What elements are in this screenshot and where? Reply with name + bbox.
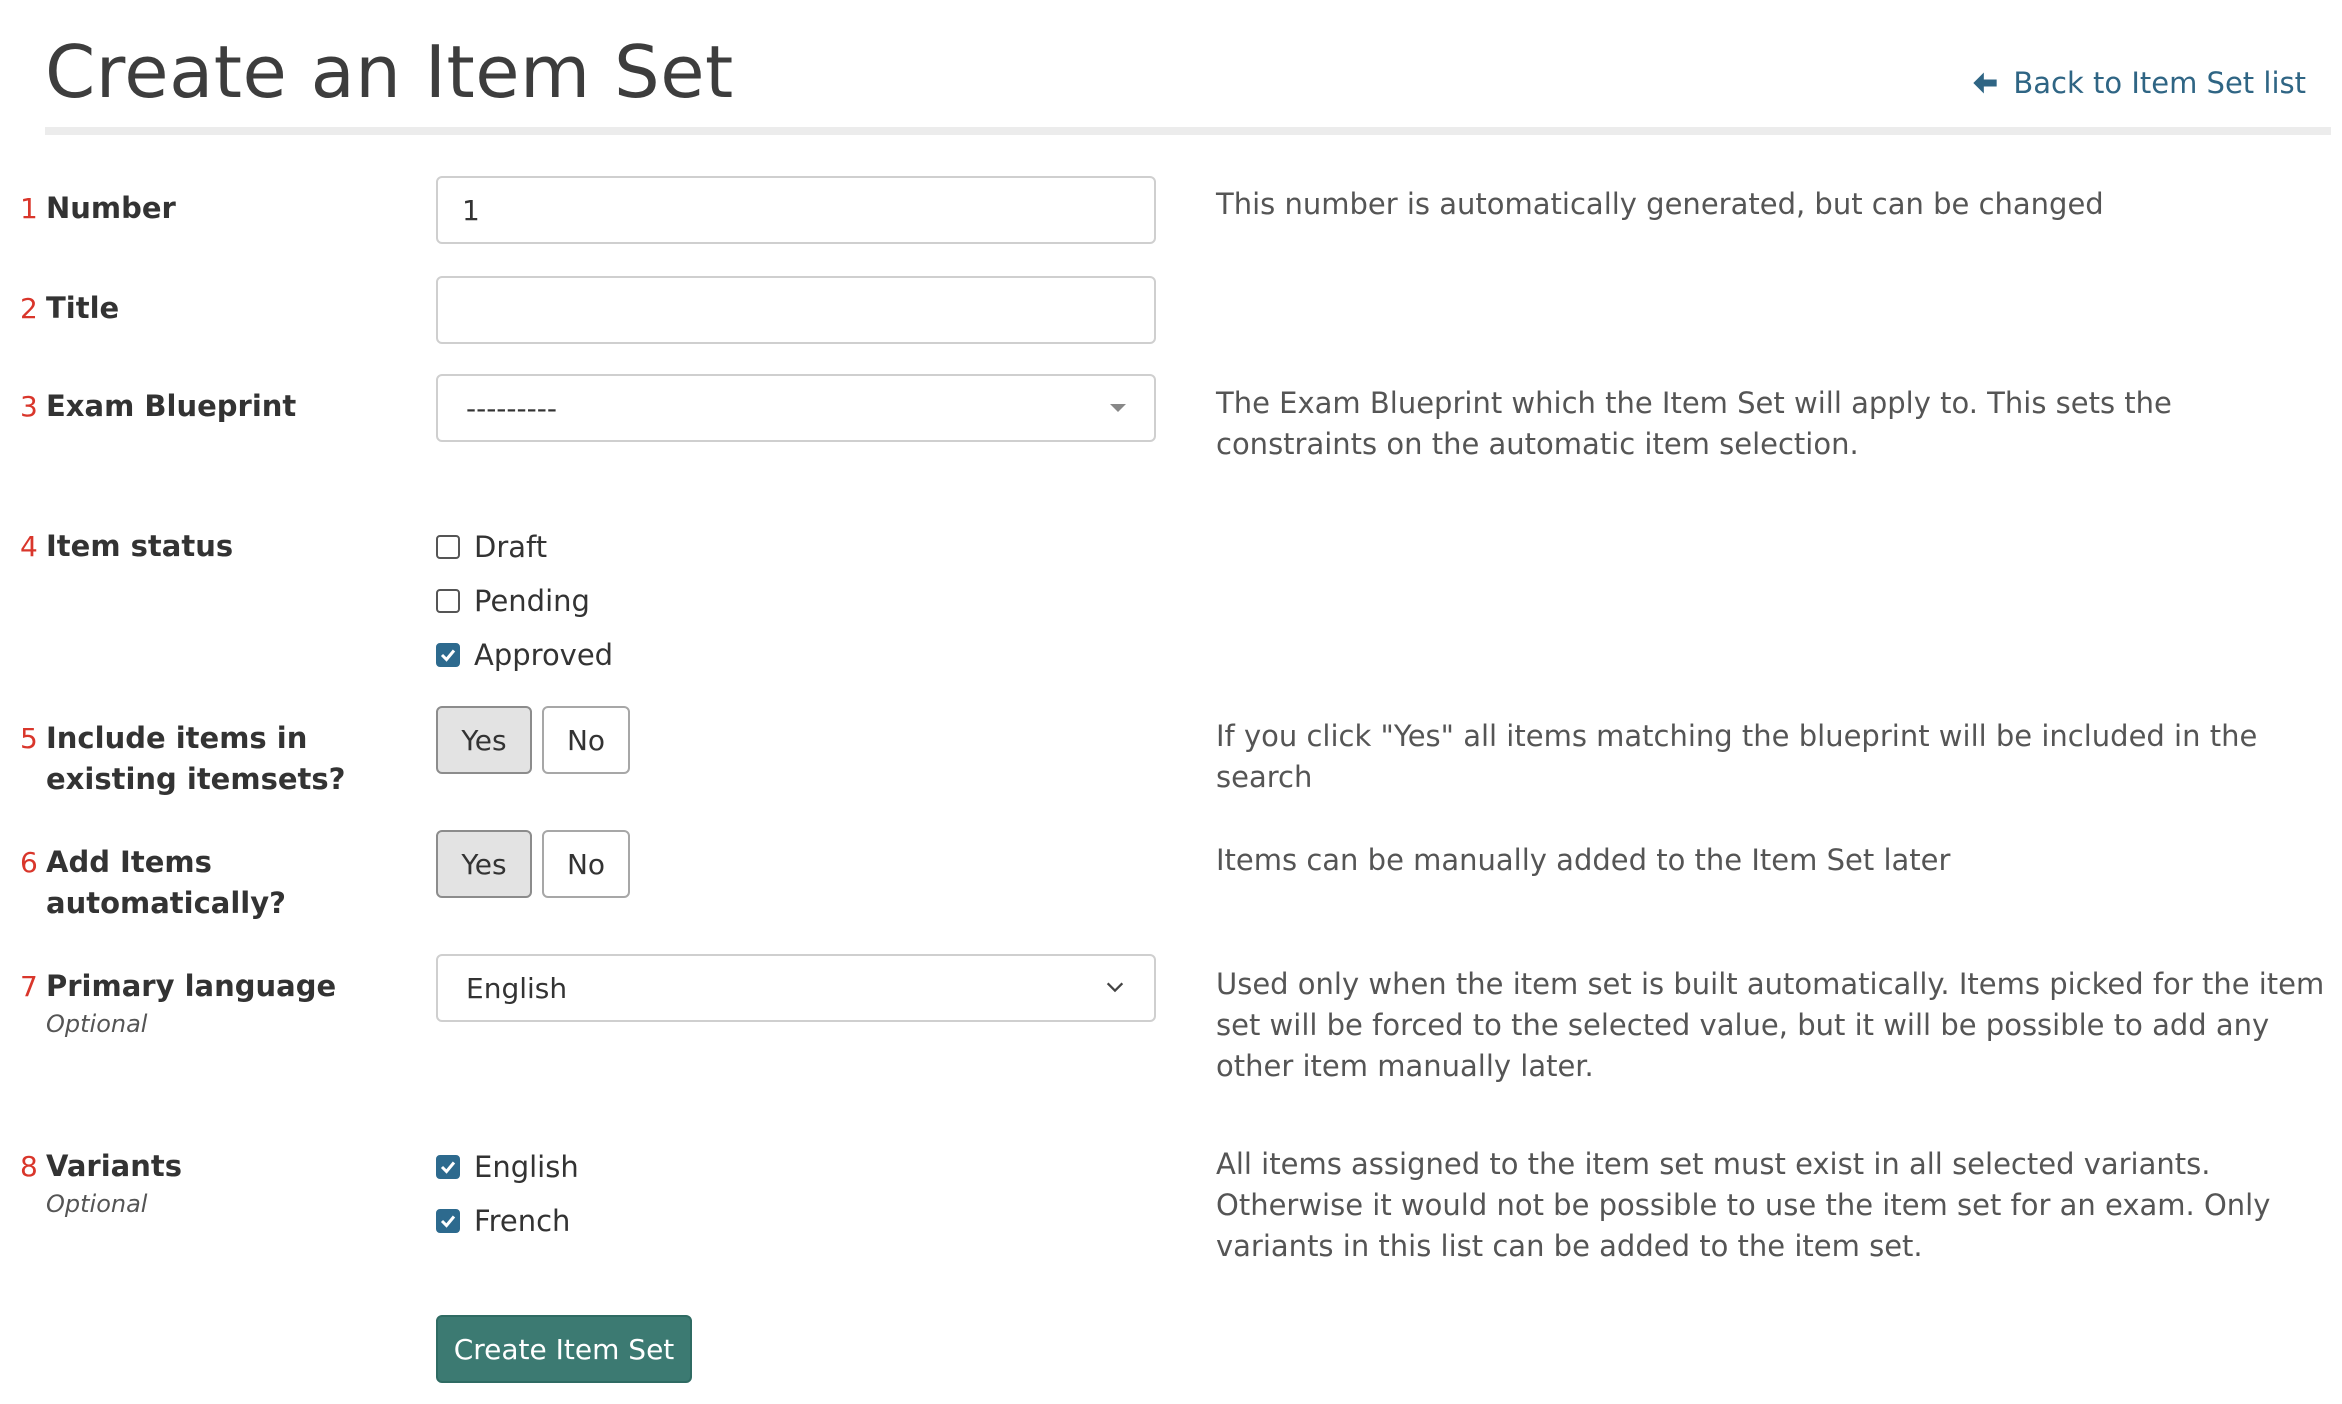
exam-blueprint-selected: --------- — [466, 391, 557, 425]
field-index-item-status: 4 — [20, 530, 38, 563]
number-input-value: 1 — [462, 193, 480, 227]
caret-down-icon — [1110, 404, 1126, 412]
primary-language-label: Primary language — [46, 969, 337, 1003]
chevron-down-icon — [1104, 972, 1126, 1005]
pending-label: Pending — [474, 584, 590, 618]
exam-blueprint-help: The Exam Blueprint which the Item Set will apply to. This sets the constraints on the automatic item selection. — [1216, 386, 2172, 461]
back-link-label: Back to Item Set list — [2013, 66, 2306, 100]
field-index-include-existing: 5 — [20, 722, 38, 755]
approved-label: Approved — [474, 638, 614, 672]
exam-blueprint-select[interactable] — [436, 374, 1156, 442]
add-auto-label-line2: automatically? — [46, 886, 286, 920]
status-option-draft[interactable] — [436, 530, 547, 564]
variants-optional: Optional — [46, 1190, 148, 1218]
include-existing-label-line2: existing itemsets? — [46, 762, 346, 796]
title-label: Title — [46, 291, 120, 325]
english-variant-label: English — [474, 1150, 579, 1184]
variants-label: Variants — [46, 1149, 183, 1183]
status-option-pending[interactable] — [436, 584, 590, 618]
title-input[interactable] — [436, 276, 1156, 344]
primary-language-help: Used only when the item set is built automatically. Items picked for the item set will be forced to the selected value, but it will be possible to add any other item manually later. — [1216, 967, 2325, 1083]
add-auto-yes-button[interactable]: Yes — [436, 830, 532, 898]
include-existing-yes-button[interactable]: Yes — [436, 706, 532, 774]
draft-checkbox[interactable] — [436, 535, 460, 559]
exam-blueprint-label: Exam Blueprint — [46, 389, 297, 423]
variants-help: All items assigned to the item set must exist in all selected variants. Otherwise it would not be possible to use the item set for an exam. Only variants in this list can be added to the item set. — [1216, 1147, 2271, 1263]
add-auto-no-button[interactable]: No — [542, 830, 630, 898]
field-index-variants: 8 — [20, 1150, 38, 1183]
variant-option-english[interactable] — [436, 1150, 579, 1184]
check-icon — [439, 1212, 457, 1230]
page-title: Create an Item Set — [45, 30, 734, 114]
field-index-title: 2 — [20, 292, 38, 325]
primary-language-optional: Optional — [46, 1010, 148, 1038]
french-checkbox[interactable] — [436, 1209, 460, 1233]
add-auto-label-line1: Add Items — [46, 845, 212, 879]
include-existing-label-line1: Include items in — [46, 721, 308, 755]
title-divider — [45, 127, 2331, 135]
pending-checkbox[interactable] — [436, 589, 460, 613]
add-auto-help: Items can be manually added to the Item Set later — [1216, 843, 1951, 877]
include-existing-no-button[interactable]: No — [542, 706, 630, 774]
english-checkbox[interactable] — [436, 1155, 460, 1179]
back-to-list-link[interactable] — [1971, 66, 2306, 100]
field-index-primary-language: 7 — [20, 970, 38, 1003]
field-index-blueprint: 3 — [20, 390, 38, 423]
number-label: Number — [46, 191, 176, 225]
item-status-label: Item status — [46, 529, 234, 563]
primary-language-select[interactable] — [436, 954, 1156, 1022]
check-icon — [439, 1158, 457, 1176]
check-icon — [439, 646, 457, 664]
french-variant-label: French — [474, 1204, 571, 1238]
include-existing-help: If you click "Yes" all items matching the blueprint will be included in the search — [1216, 719, 2258, 794]
status-option-approved[interactable] — [436, 638, 613, 672]
variant-option-french[interactable] — [436, 1204, 570, 1238]
arrow-left-icon — [1971, 69, 1999, 97]
primary-language-selected: English — [466, 971, 568, 1005]
approved-checkbox[interactable] — [436, 643, 460, 667]
draft-label: Draft — [474, 530, 548, 564]
create-item-set-button[interactable]: Create Item Set — [436, 1315, 692, 1383]
field-index-add-auto: 6 — [20, 846, 38, 879]
number-help: This number is automatically generated, but can be changed — [1216, 187, 2104, 221]
field-index-number: 1 — [20, 192, 38, 225]
number-input[interactable] — [436, 176, 1156, 244]
